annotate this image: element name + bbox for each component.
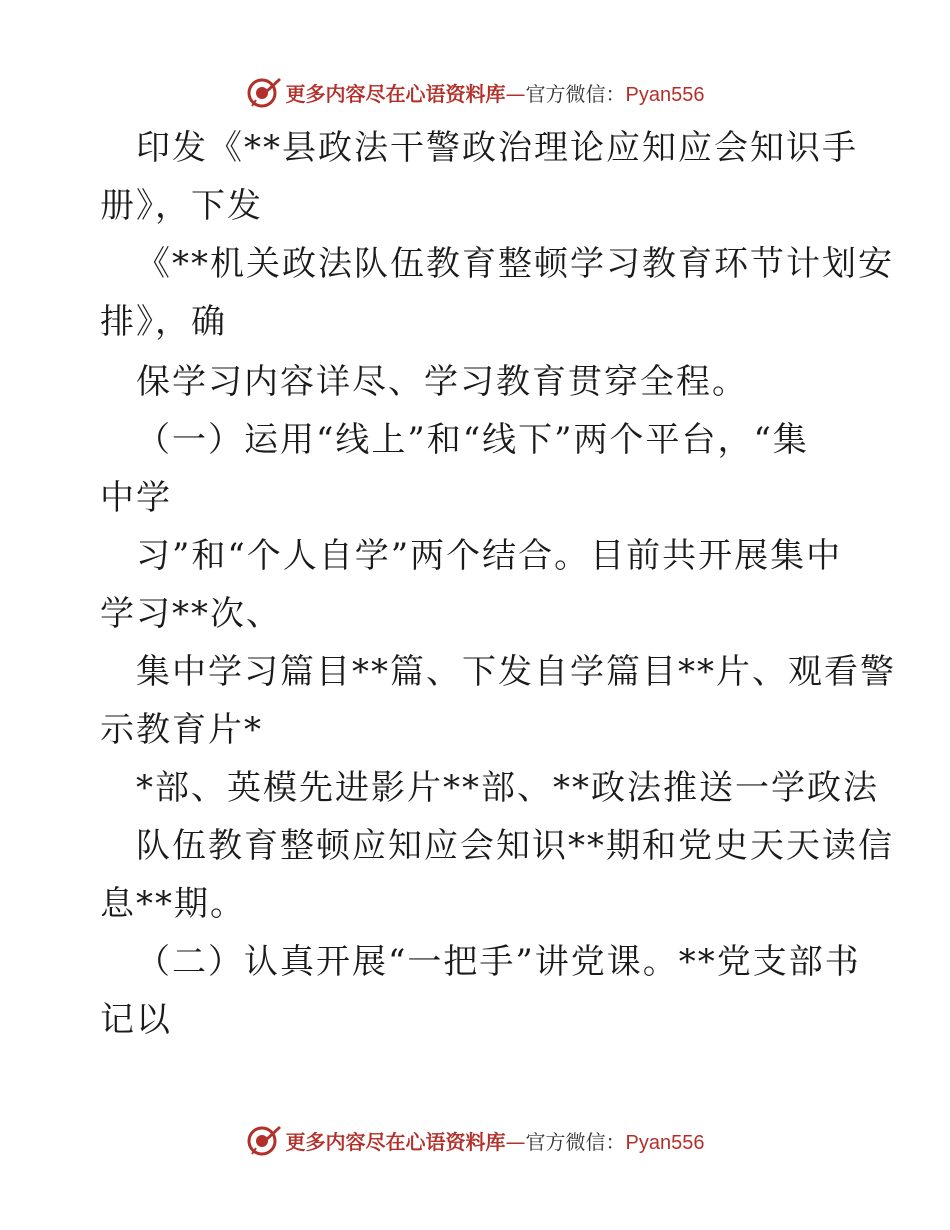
red-seal-pen-logo-icon bbox=[246, 1122, 282, 1158]
watermark-brand: 更多内容尽在心语资料库 bbox=[285, 1129, 506, 1154]
body-line: 排》，确 bbox=[100, 302, 227, 342]
header-watermark bbox=[0, 72, 950, 112]
footer-watermark bbox=[0, 1120, 950, 1160]
body-line: 保学习内容详尽、学习教育贯穿全程。 bbox=[136, 362, 748, 402]
body-line: 印发《**县政法干警政治理论应知应会知识手 bbox=[136, 128, 858, 168]
watermark-dash: — bbox=[505, 1129, 526, 1154]
watermark-text bbox=[286, 78, 705, 107]
body-line: 息**期。 bbox=[100, 884, 246, 924]
body-line: 示教育片* bbox=[100, 710, 263, 750]
body-line: 习”和“个人自学”两个结合。目前共开展集中 bbox=[136, 536, 843, 576]
watermark-dash: — bbox=[505, 81, 526, 106]
red-seal-pen-logo-icon bbox=[246, 74, 282, 110]
watermark-wechat-label: 官方微信： bbox=[525, 81, 626, 106]
body-line: 记以 bbox=[100, 1000, 172, 1040]
watermark-wechat-id: Pyan556 bbox=[625, 83, 705, 106]
body-line: （二）认真开展“一把手”讲党课。**党支部书 bbox=[136, 942, 861, 982]
body-line: 《**机关政法队伍教育整顿学习教育环节计划安 bbox=[136, 244, 894, 284]
body-line: 册》，下发 bbox=[100, 186, 263, 226]
body-line: 学习**次、 bbox=[100, 594, 282, 634]
watermark-wechat-id: Pyan556 bbox=[625, 1131, 705, 1154]
body-line: 中学 bbox=[100, 478, 172, 518]
body-line: （一）运用“线上”和“线下”两个平台，“集 bbox=[136, 420, 809, 460]
body-line: 集中学习篇目**篇、下发自学篇目**片、观看警 bbox=[136, 652, 896, 692]
body-line: *部、英模先进影片**部、**政法推送一学政法 bbox=[136, 768, 879, 808]
body-line: 队伍教育整顿应知应会知识**期和党史天天读信 bbox=[136, 826, 894, 866]
watermark-text bbox=[286, 1126, 705, 1155]
watermark-wechat-label: 官方微信： bbox=[525, 1129, 626, 1154]
watermark-brand: 更多内容尽在心语资料库 bbox=[285, 81, 506, 106]
